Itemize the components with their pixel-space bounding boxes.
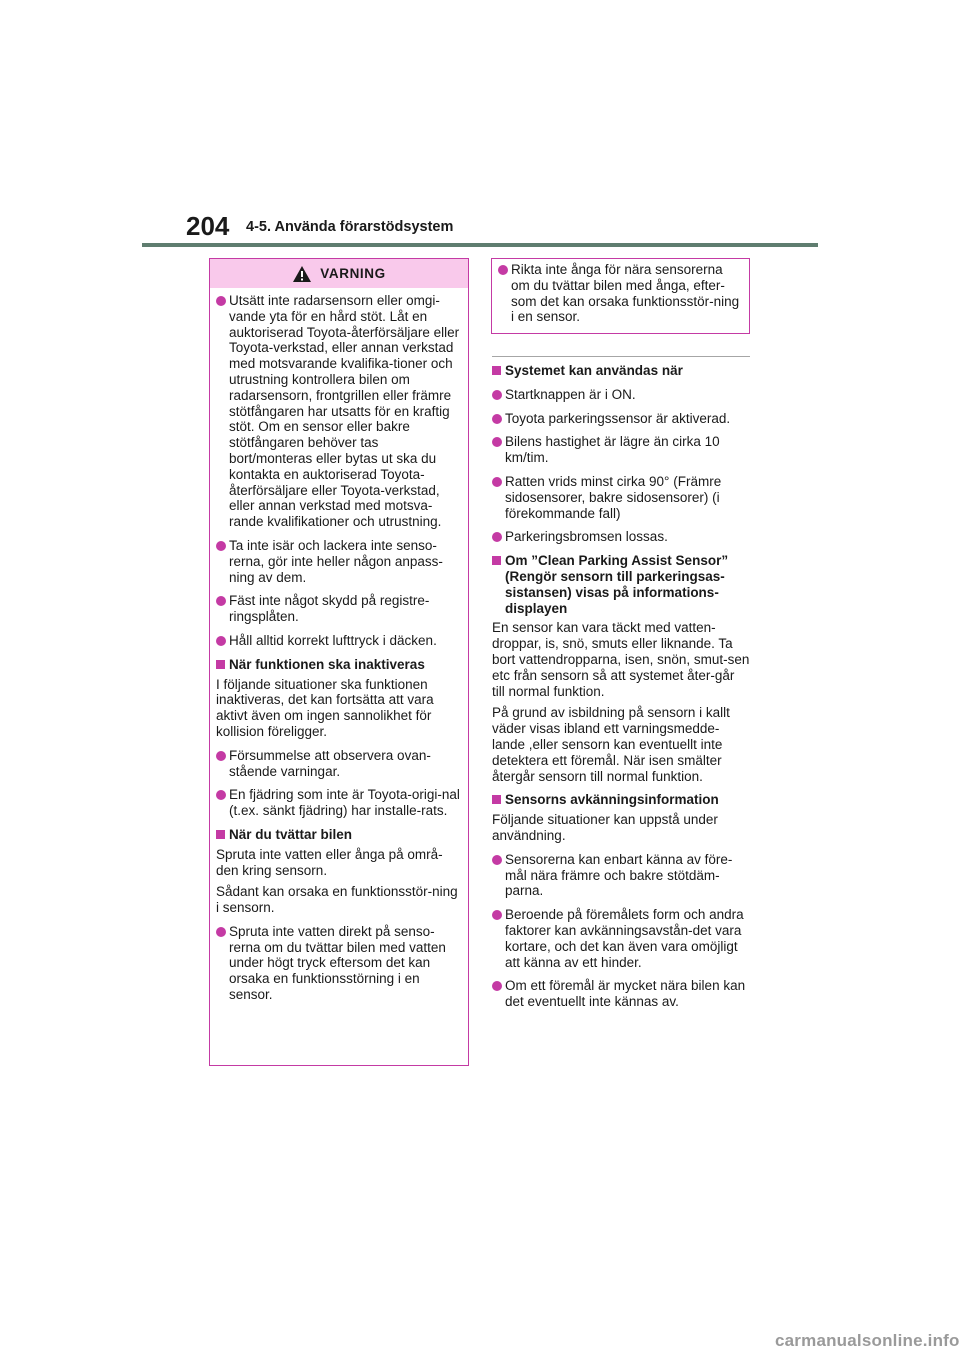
bullet-dot [492, 532, 502, 542]
warning-item-text: Fäst inte något skydd på registre-ringsplåten. [229, 593, 430, 625]
square-marker [216, 830, 225, 839]
square-marker [492, 556, 501, 565]
usable-item-text: Toyota parkeringssensor är aktiverad. [505, 410, 731, 426]
warning-continued-box [491, 258, 750, 334]
warning-header [210, 259, 468, 288]
clean-text: På grund av isbildning på sensorn i kallt väder visas ibland ett varningsmedde-lande ,eller sensorn kan eventuellt inte detektera ett föremål. När isen smälter återgår sensorn till normal funktion. [492, 705, 730, 784]
right-column [492, 356, 750, 1018]
usable-item [492, 387, 750, 403]
detection-text: Följande situationer kan uppstå under användning. [492, 812, 718, 843]
usable-item-text: Ratten vrids minst cirka 90° (Främre sidosensorer, bakre sidosensorer) (i förekommande fall) [505, 473, 722, 521]
wash-item [216, 924, 462, 1003]
inactive-item-text: En fjädring som inte är Toyota-origi-nal (t.ex. sänkt fjädring) har installe-rats. [229, 787, 460, 819]
warning-item-text: Ta inte isär och lackera inte senso-rerna, gör inte heller någon anpass-ning av dem. [229, 537, 443, 585]
column-rule [492, 356, 750, 357]
bullet-dot [492, 477, 502, 487]
inactive-heading [216, 657, 462, 673]
detection-item-text: Beroende på föremålets form och andra faktorer kan avkänningsavstån-det vara kortare, och det kan även vara omöjligt att känna av ett hinder. [505, 907, 744, 970]
bullet-dot [216, 596, 226, 606]
bullet-dot [216, 790, 226, 800]
warning-item-text: Rikta inte ånga för nära sensorerna om du tvättar bilen med ånga, efter-som det kan orsaka funktionsstör-ning i en sensor. [511, 262, 740, 325]
square-marker [492, 795, 501, 804]
warning-item-text: Utsätt inte radarsensorn eller omgi-vande yta för en hård stöt. Låt en auktoriserad Toyota-återförsäljare eller Toyota-verkstad, eller annan verkstad med motsvarande kvalifika-tioner och utrustning kontrollera bilen om radarsensorn, frontgrillen eller främre stötfångaren har utsatts för en kraftig stöt. Om en sensor eller bakre stötfångaren behöver tas bort/monteras eller bytas ut ska du kontakta en auktoriserad Toyota-återförsäljare eller Toyota-verkstad, eller annan verkstad med motsva-rande kvalifikationer och utrustning. [229, 293, 460, 530]
bullet-dot [498, 265, 508, 275]
warning-item [216, 538, 462, 585]
inactive-heading-text: När funktionen ska inaktiveras [229, 656, 425, 672]
detection-item-text: Om ett föremål är mycket nära bilen kan det eventuellt inte kännas av. [505, 978, 746, 1010]
wash-heading [216, 827, 462, 843]
inactive-text: I följande situationer ska funktionen inaktiveras, det kan fortsätta att vara aktivt även om ingen sannolikhet för kollision föreligger. [216, 676, 434, 739]
detection-item [492, 907, 750, 970]
bullet-dot [492, 390, 502, 400]
clean-text: En sensor kan vara täckt med vatten-droppar, is, snö, smuts eller liknande. Ta bort vattendropparna, isen, snön, smut-sen etc från sensorn så att systemet åter-går till normal funktion. [492, 620, 750, 699]
header-rule [142, 243, 818, 247]
page-number: 204 [186, 211, 230, 241]
bullet-dot [492, 855, 502, 865]
square-marker [492, 366, 501, 375]
detection-heading [492, 792, 750, 808]
warning-triangle-icon [292, 265, 312, 283]
detection-item-text: Sensorerna kan enbart känna av före-mål nära främre och bakre stötdäm-parna. [505, 851, 733, 899]
warning-item [216, 293, 462, 530]
detection-item [492, 978, 750, 1010]
bullet-dot [216, 296, 226, 306]
inactive-item [216, 787, 462, 819]
detection-item [492, 852, 750, 899]
warning-box [209, 258, 469, 1066]
usable-heading [492, 363, 750, 379]
clean-heading-text: Om ”Clean Parking Assist Sensor” (Rengör sensorn till parkeringsas-sistansen) visas på informations-displayen [505, 553, 729, 616]
bullet-dot [492, 981, 502, 991]
bullet-dot [492, 437, 502, 447]
inactive-item-text: Försummelse att observera ovan-stående varningar. [229, 747, 431, 779]
warning-item [216, 633, 462, 649]
warning-item [216, 593, 462, 625]
usable-item [492, 474, 750, 521]
usable-item [492, 434, 750, 466]
usable-item-text: Bilens hastighet är lägre än cirka 10 km/tim. [505, 434, 720, 466]
detection-heading-text: Sensorns avkänningsinformation [505, 792, 719, 808]
warning-item [498, 262, 743, 325]
wash-text: Spruta inte vatten eller ånga på områ-den kring sensorn. [216, 846, 443, 878]
warning-item-text: Håll alltid korrekt lufttryck i däcken. [229, 632, 437, 648]
bullet-dot [492, 414, 502, 424]
inactive-item [216, 748, 462, 780]
bullet-dot [216, 751, 226, 761]
usable-item-text: Parkeringsbromsen lossas. [505, 529, 668, 545]
warning-body [210, 288, 468, 1003]
warning-title: VARNING [320, 266, 386, 281]
wash-item-text: Spruta inte vatten direkt på senso-rerna om du tvättar bilen med vatten under högt tryck eftersom det kan orsaka en funktionsstörning i en sensor. [229, 923, 446, 1003]
square-marker [216, 660, 225, 669]
usable-item [492, 411, 750, 427]
bullet-dot [216, 927, 226, 937]
usable-heading-text: Systemet kan användas när [505, 363, 683, 378]
wash-heading-text: När du tvättar bilen [229, 826, 353, 842]
clean-heading [492, 553, 750, 616]
usable-item-text: Startknappen är i ON. [505, 386, 636, 402]
wash-text: Sådant kan orsaka en funktionsstör-ning i sensorn. [216, 884, 458, 916]
section-title: 4-5. Använda förarstödsystem [246, 219, 454, 235]
bullet-dot [216, 636, 226, 646]
watermark-logo: carmanualsonline.info [775, 1331, 960, 1350]
bullet-dot [492, 910, 502, 920]
bullet-dot [216, 541, 226, 551]
usable-item [492, 529, 750, 545]
